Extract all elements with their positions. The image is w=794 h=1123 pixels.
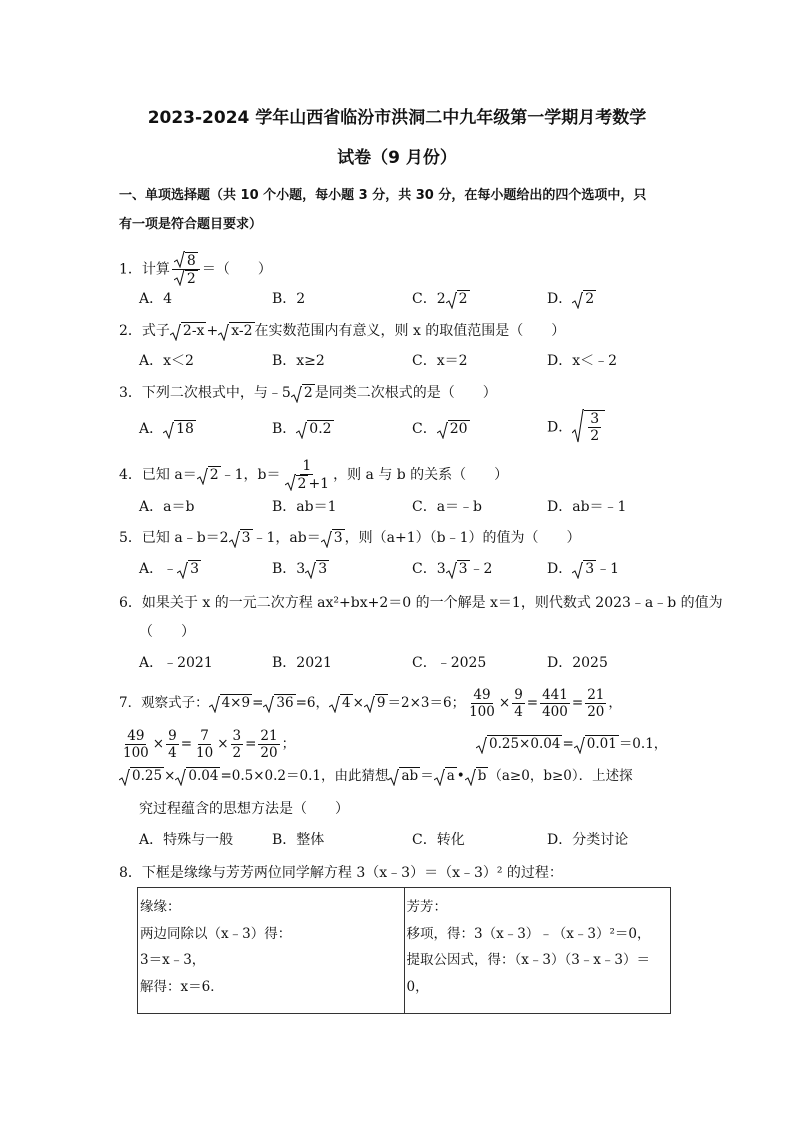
solution-right-cell (404, 888, 671, 1014)
solution-right-line: 提取公因式，得：（x﹣3）（3﹣x﹣3）＝ (406, 952, 650, 968)
option-b[interactable]: B．ab＝1 (272, 499, 337, 515)
sqrt-symbol: 8 (174, 252, 198, 269)
sqrt-symbol: 2 (446, 288, 470, 310)
option-c[interactable]: C．a＝﹣b (412, 499, 483, 515)
option-a[interactable]: A．a＝b (139, 499, 195, 515)
sqrt-symbol: x-2 (218, 320, 254, 342)
option-d[interactable]: D．分类讨论 (547, 832, 629, 848)
exam-title-line1: 2023-2024 学年山西省临汾市洪洞二中九年级第一学期月考数学 (147, 108, 647, 128)
sqrt-symbol: ab (388, 765, 420, 787)
question-2: 2．式子 2-x + x-2 在实数范围内有意义，则 x 的取值范围是（ ） (119, 320, 679, 342)
sqrt-symbol: 0.2 (296, 418, 333, 440)
sqrt-symbol: 3 (321, 527, 345, 549)
sqrt-symbol: 36 (263, 692, 295, 714)
exam-title-line2: 试卷（9 月份） (337, 148, 457, 168)
sqrt-symbol: 9 (364, 692, 388, 714)
question-7-line4: 究过程蕴含的思想方法是（ ） (139, 801, 349, 817)
option-c[interactable]: C．2 2 (412, 288, 470, 310)
sqrt-symbol: a (434, 765, 457, 787)
solution-left-line: 缘缘： (140, 899, 181, 915)
sqrt-symbol: 3 (229, 527, 253, 549)
section-heading-line1: 一、单项选择题（共 10 个小题，每小题 3 分，共 30 分，在每小题给出的四个选项中，只 (119, 188, 647, 203)
question-5: 5．已知 a﹣b＝2 3 ﹣1，ab＝ 3 ，则（a+1）（b﹣1）的值为（ ） (119, 527, 679, 549)
sqrt-symbol: 0.04 (175, 765, 220, 787)
option-d[interactable]: D． 3 ﹣1 (547, 558, 619, 580)
sqrt-symbol: b (465, 765, 489, 787)
solution-right-line: 芳芳： (406, 899, 447, 915)
sqrt-symbol: 4×9 (209, 692, 253, 714)
option-d[interactable]: D． 2 (547, 288, 596, 310)
option-b[interactable]: B．3 3 (272, 558, 329, 580)
question-1-prefix: 1．计算 (119, 261, 170, 278)
option-c[interactable]: C．3 3 ﹣2 (412, 558, 492, 580)
sqrt-symbol: $\frac{3}{2}$ (572, 410, 605, 444)
sqrt-symbol: 2 (285, 475, 309, 492)
solution-left-line: 3＝x﹣3， (140, 952, 206, 968)
option-a[interactable]: A．特殊与一般 (139, 832, 234, 848)
solution-left-line: 解得：x＝6． (140, 978, 224, 995)
option-d[interactable]: D．x＜﹣2 (547, 353, 618, 369)
sqrt-symbol: 20 (437, 418, 470, 440)
option-b[interactable]: B．整体 (272, 832, 325, 848)
option-a[interactable]: A．4 (139, 291, 173, 307)
sqrt-symbol: 3 (572, 558, 596, 580)
question-3: 3．下列二次根式中，与﹣5 2 是同类二次根式的是（ ） (119, 382, 679, 404)
question-6-line2: （ ） (139, 624, 195, 640)
option-b[interactable]: B．x≥2 (272, 353, 325, 369)
question-4: 4．已知 a＝ 2 ﹣1，b＝ $\frac{1}{2 +1}$ ，则 a 与 b 的关系（ ） (119, 458, 509, 492)
option-b[interactable]: B．2 (272, 291, 306, 307)
sqrt-symbol: 0.25 (119, 765, 164, 787)
question-1-fraction (172, 252, 200, 287)
solution-right-line: 移项，得：3（x﹣3）﹣（x﹣3）²＝0， (406, 925, 651, 942)
sqrt-symbol: 2 (174, 270, 198, 287)
sqrt-symbol: 3 (446, 558, 470, 580)
question-7-line3: 0.25 × 0.04 =0.5×0.2＝0.1，由此猜想 ab ＝ a • b （a≥0，b≥0）．上述探 (119, 765, 679, 787)
question-1-tail: ＝（ ） (201, 261, 272, 278)
question-7-line2-right: 0.25×0.04 = 0.01 ＝0.1， (476, 733, 676, 755)
option-a[interactable]: A．﹣ 3 (139, 558, 201, 580)
sqrt-symbol: 0.25×0.04 (476, 733, 562, 755)
option-b[interactable]: B． 0.2 (272, 418, 334, 440)
solution-left-line: 两边同除以（x﹣3）得： (140, 925, 292, 942)
option-b[interactable]: B．2021 (272, 655, 332, 671)
option-d[interactable]: D．ab＝﹣1 (547, 499, 627, 515)
sqrt-symbol: 2-x (170, 320, 207, 342)
option-a[interactable]: A．x＜2 (139, 353, 194, 369)
sqrt-symbol: 2 (572, 288, 596, 310)
question-6-line1: 6．如果关于 x 的一元二次方程 ax²+bx+2＝0 的一个解是 x＝1，则代数式 2023﹣a﹣b 的值为 (119, 595, 723, 611)
sqrt-symbol: 3 (305, 558, 329, 580)
question-7-line2: $\frac{49}{100}$ × $\frac{9}{4}$ = $\frac{7}{10}$ × $\frac{3}{2}$ = $\frac{21}{20}$ ； (123, 728, 296, 761)
option-d[interactable]: D． $\frac{3}{2}$ (547, 410, 605, 444)
solution-right-line: 0， (406, 978, 429, 995)
question-7-line1: 7．观察式子： 4×9 = 36 =6， 4 × 9 ＝2×3＝6； $\frac{49}{100}$ × $\frac{9}{4}$ = $\frac{441}{400}$ = $\frac{21}{20}$ ， (119, 687, 622, 720)
solution-comparison-table (137, 887, 671, 1014)
option-d[interactable]: D．2025 (547, 655, 608, 671)
option-c[interactable]: C． 20 (412, 418, 470, 440)
sqrt-symbol: 4 (329, 692, 353, 714)
sqrt-symbol: 18 (163, 418, 196, 440)
option-a[interactable]: A．﹣2021 (139, 655, 213, 671)
option-c[interactable]: C．转化 (412, 832, 465, 848)
sqrt-symbol: 2 (197, 464, 221, 486)
section-heading-line2: 有一项是符合题目要求） (119, 217, 263, 232)
option-c[interactable]: C．﹣2025 (412, 655, 487, 671)
sqrt-symbol: 0.01 (574, 733, 619, 755)
sqrt-symbol: 3 (177, 558, 201, 580)
option-c[interactable]: C．x＝2 (412, 353, 468, 369)
question-1 (119, 252, 679, 287)
solution-left-cell (138, 888, 405, 1014)
option-a[interactable]: A． 18 (139, 418, 196, 440)
question-8-line: 8．下框是缘缘与芳芳两位同学解方程 3（x﹣3）＝（x﹣3）² 的过程： (119, 865, 563, 881)
sqrt-symbol: 2 (291, 382, 315, 404)
